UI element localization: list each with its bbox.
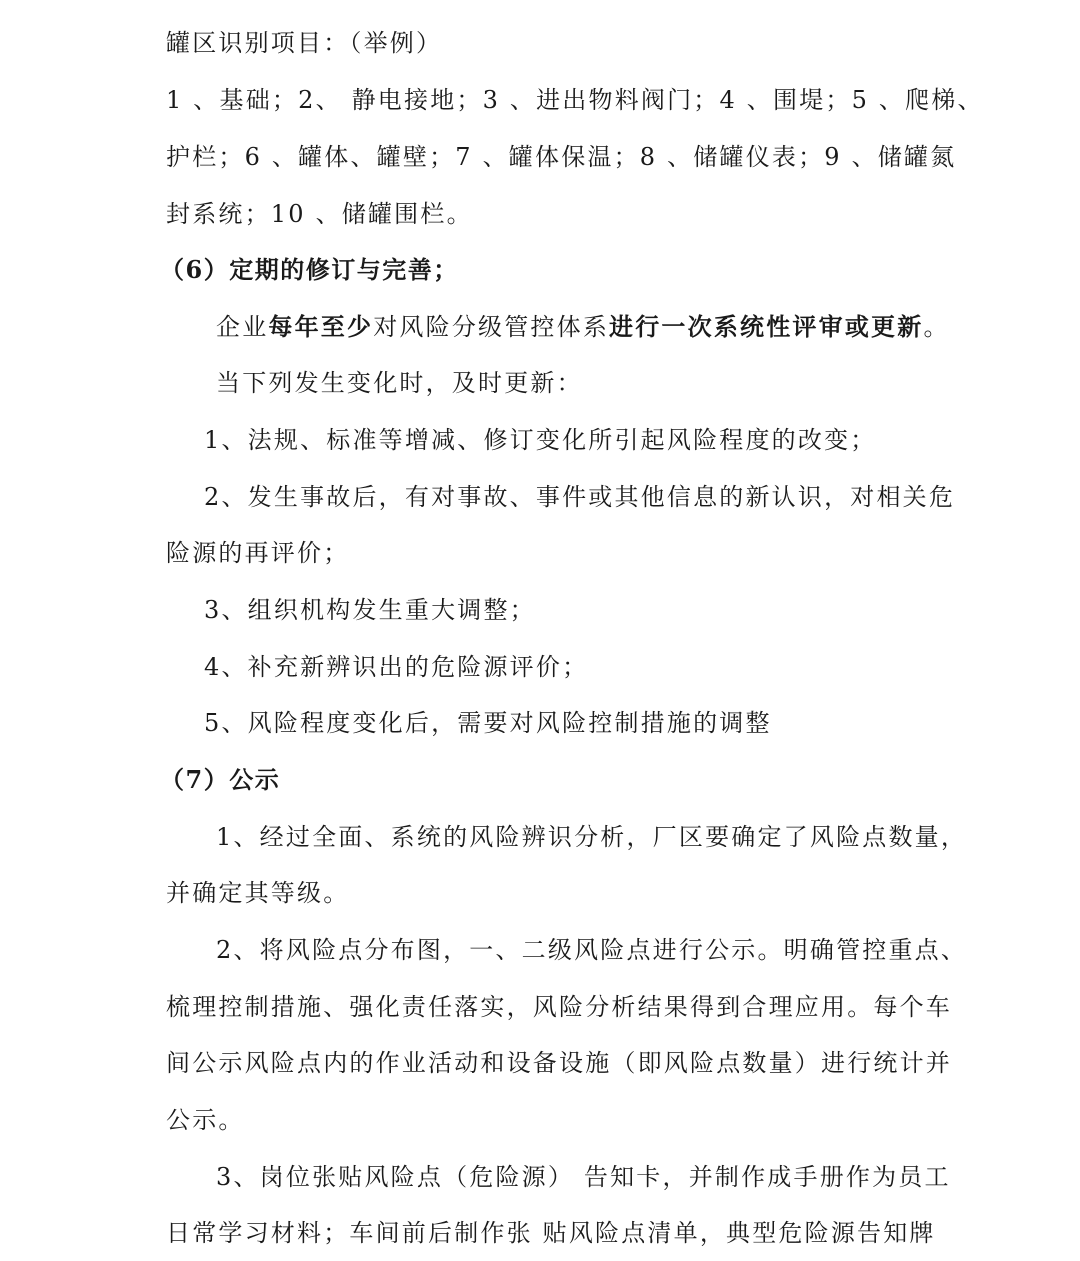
- section-7-paragraph-1: 1、经过全面、系统的风险辨识分析，厂区要确定了风险点数量，: [216, 823, 968, 851]
- text-segment-bold: 每年至少: [268, 312, 374, 341]
- update-item-2-cont: 险源的再评价；: [166, 539, 350, 567]
- section-7-paragraph-2-line-2: 梳理控制措施、强化责任落实，风险分析结果得到合理应用。每个车: [166, 993, 952, 1021]
- section-7-paragraph-2-line-3: 间公示风险点内的作业活动和设备设施（即风险点数量）进行统计并: [166, 1049, 952, 1077]
- tank-items-line-3: 封系统；10 、储罐围栏。: [166, 200, 473, 228]
- update-item-4: 4、补充新辨识出的危险源评价；: [204, 653, 589, 681]
- text-segment: 。: [923, 313, 950, 341]
- update-item-2: 2、发生事故后，有对事故、事件或其他信息的新认识，对相关危: [204, 483, 956, 511]
- tank-items-line-2: 护栏；6 、罐体、罐壁；7 、罐体保温；8 、储罐仪表；9 、储罐氮: [166, 143, 957, 171]
- text-segment: 对风险分级管控体系: [373, 313, 610, 341]
- text-segment-bold: 进行一次系统性评审或更新: [609, 312, 924, 341]
- section-7-paragraph-1-cont: 并确定其等级。: [166, 879, 350, 907]
- section-6-paragraph-1: [216, 310, 950, 344]
- section-7-paragraph-2: 2、将风险点分布图，一、二级风险点进行公示。明确管控重点、: [216, 936, 968, 964]
- section-7-paragraph-3: 3、岗位张贴风险点（危险源） 告知卡，并制作成手册作为员工: [216, 1163, 951, 1191]
- section-7-paragraph-3-line-2: 日常学习材料；车间前后制作张 贴风险点清单，典型危险源告知牌: [166, 1219, 936, 1247]
- update-item-5: 5、风险程度变化后，需要对风险控制措施的调整: [204, 709, 772, 737]
- section-6-paragraph-2: 当下列发生变化时，及时更新：: [216, 369, 583, 397]
- section-7-paragraph-2-line-4: 公示。: [166, 1106, 245, 1134]
- update-item-1: 1、法规、标准等增减、修订变化所引起风险程度的改变；: [204, 426, 877, 454]
- section-6-heading: （6）定期的修订与完善；: [160, 255, 459, 284]
- text-segment: 企业: [216, 313, 269, 341]
- tank-items-line-1: 1 、基础；2、 静电接地；3 、进出物料阀门；4 、围堤；5 、爬梯、: [166, 86, 984, 114]
- section-7-heading: （7）公示: [160, 765, 281, 794]
- update-item-3: 3、组织机构发生重大调整；: [204, 596, 536, 624]
- tank-area-title: 罐区识别项目：（举例）: [166, 29, 443, 57]
